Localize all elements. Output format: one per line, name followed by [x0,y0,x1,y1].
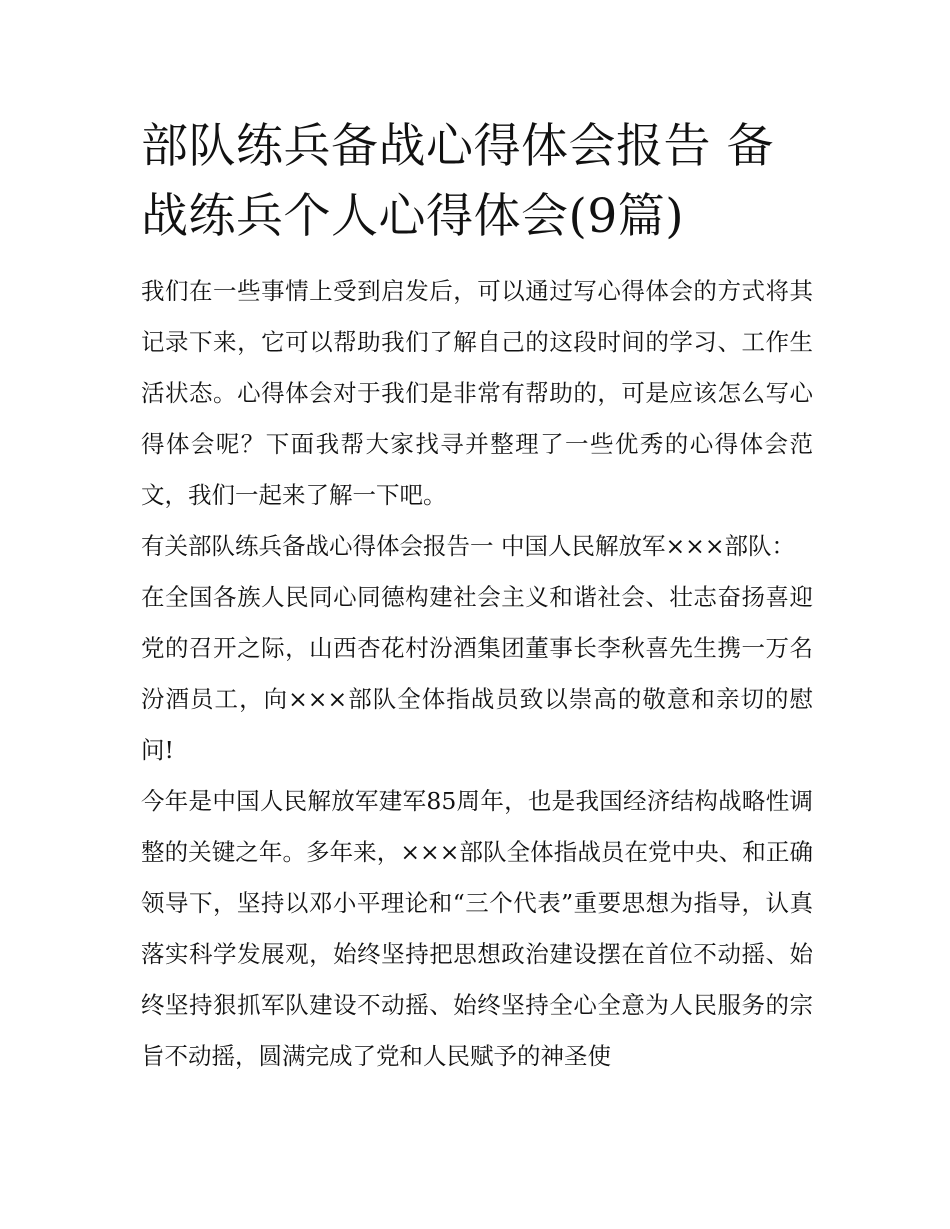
document-body [141,112,813,1082]
paragraph-greeting: 在全国各族人民同心同德构建社会主义和谐社会、壮志奋扬喜迎党的召开之际，山西杏花村汾酒集团董事长李秋喜先生携一万名汾酒员工，向×××部队全体指战员致以崇高的敬意和亲切的慰问! [141,583,813,764]
paragraph-anniversary: 今年是中国人民解放军建军85周年，也是我国经济结构战略性调整的关键之年。多年来，×××部队全体指战员在党中央、和正确领导下，坚持以邓小平理论和“三个代表”重要思想为指导，认真落实科学发展观，始终坚持把思想政治建设摆在首位不动摇、始终坚持狠抓军队建设不动摇、始终坚持全心全意为人民服务的宗旨不动摇，圆满完成了党和人民赋予的神圣使 [141,787,813,1070]
document-title: 部队练兵备战心得体会报告 备战练兵个人心得体会(9篇) [141,119,774,244]
paragraph-report-heading: 有关部队练兵备战心得体会报告一 中国人民解放军×××部队： [141,532,796,560]
paragraph-intro: 我们在一些事情上受到启发后，可以通过写心得体会的方式将其记录下来，它可以帮助我们了解自己的这段时间的学习、工作生活状态。心得体会对于我们是非常有帮助的，可是应该怎么写心得体会呢？下面我帮大家找寻并整理了一些优秀的心得体会范文，我们一起来了解一下吧。 [141,277,813,509]
